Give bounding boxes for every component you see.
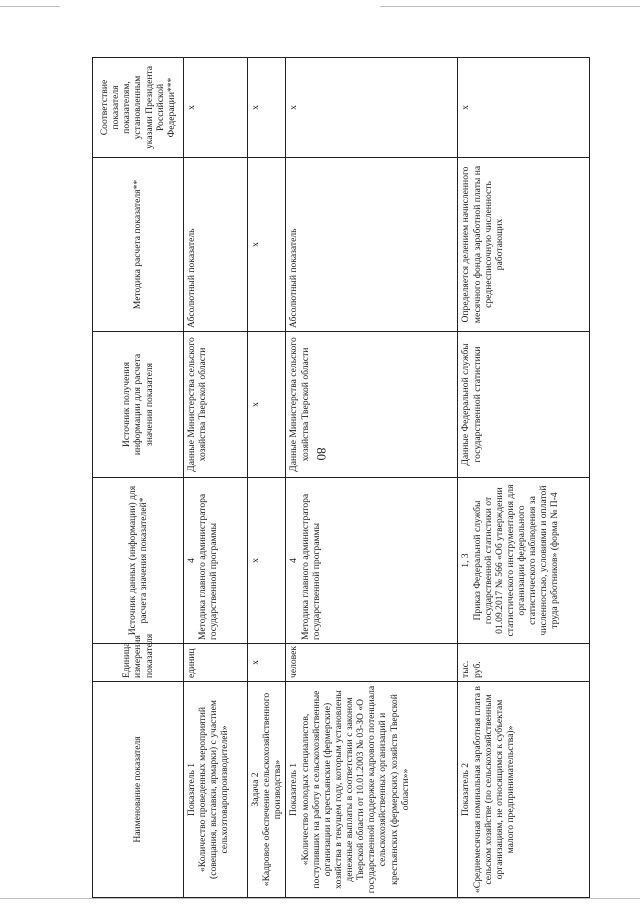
- scan-line-bottom: [0, 898, 640, 899]
- source-number: 1, 3: [460, 553, 472, 568]
- cell-name: [184, 682, 248, 898]
- source-number: 4: [288, 558, 300, 563]
- indicator-text: «Количество проведенных мероприятий (совещания, выставки, ярмарки) с участием сельхозтоваропроизводителей»: [197, 700, 231, 879]
- header-row: [93, 58, 184, 898]
- cell-name: [286, 682, 458, 898]
- task-text: «Кадровое обеспечение сельскохозяйственного производства»: [261, 692, 284, 887]
- col-header-source: Источник данных (информации) для расчета значения показателей*: [93, 478, 184, 644]
- col-header-name: Наименование показателя: [93, 682, 184, 898]
- scan-line-top-left: [0, 6, 60, 7]
- indicator-text: «Среднемесячная номинальная заработная плата в сельском хозяйстве (по сельскохозяйственным организациям, не относящимся к субъектам малого предпринимательства)»: [471, 686, 516, 893]
- cell-method: х: [248, 158, 286, 332]
- cell-unit: тыс. руб.: [458, 644, 590, 682]
- cell-conformity: х: [184, 58, 248, 158]
- rotated-table-container: [92, 58, 588, 898]
- cell-origin: Данные Министерства сельского хозяйства Тверской области: [286, 332, 458, 478]
- cell-name: [248, 682, 286, 898]
- col-header-conformity: Соответствие показателя показателям, установленным указами Президента Российской Федерации***: [93, 58, 184, 158]
- rotated-page: [92, 58, 588, 898]
- cell-name: [458, 682, 590, 898]
- table-row: [458, 58, 590, 898]
- cell-source: [184, 478, 248, 644]
- source-text: Приказ Федеральной службы государственной статистики от 01.09.2017 № 566 «Об утверждении статистического инструментария для организации федерального статистического наблюдения за численностью, условиями и оплатой труда работников» (форма № П-4: [471, 484, 561, 637]
- scan-line-top-right: [380, 6, 640, 7]
- indicators-table: [92, 57, 590, 898]
- table-row: [184, 58, 248, 898]
- cell-unit: единиц: [184, 644, 248, 682]
- cell-method: Абсолютный показатель: [286, 158, 458, 332]
- cell-conformity: х: [286, 58, 458, 158]
- cell-method: Абсолютный показатель: [184, 158, 248, 332]
- cell-origin: х: [248, 332, 286, 478]
- col-header-unit: Единица измерения показателя: [93, 644, 184, 682]
- cell-conformity: х: [458, 58, 590, 158]
- task-title: Задача 2: [250, 772, 261, 807]
- table-row: [248, 58, 286, 898]
- col-header-method: Методика расчета показателя**: [93, 158, 184, 332]
- cell-unit: человек: [286, 644, 458, 682]
- cell-origin: Данные Министерства сельского хозяйства Тверской области: [184, 332, 248, 478]
- cell-conformity: х: [248, 58, 286, 158]
- cell-unit: х: [248, 644, 286, 682]
- indicator-title: Показатель 2: [460, 762, 472, 817]
- source-text: Методика главного администратора государственной программы: [299, 493, 322, 640]
- cell-origin: Данные Федеральной службы государственной статистики: [458, 332, 590, 478]
- page-number: 80: [314, 447, 329, 461]
- cell-source: х: [248, 478, 286, 644]
- indicator-text: «Количество молодых специалистов, поступивших на работу в сельскохозяйственные организации и крестьянские (фермерские) хозяйства в текущем году, которым установлены денежные выплаты в соответствии с законом Тверской области от 10.01.2003 № 03-ЗО «О государственной поддержке кадрового потенциала сельскохозяйственных организаций и крестьянских (фермерских) хозяйств Тверской области»»: [299, 685, 411, 894]
- cell-source: [458, 478, 590, 644]
- cell-method: Определяется делением начисленного месячного фонда заработной платы на среднесписочную численность работающих: [458, 158, 590, 332]
- source-text: Методика главного администратора государственной программы: [197, 493, 220, 640]
- table-row: [286, 58, 458, 898]
- col-header-origin: Источник получения информации для расчета значения показателя: [93, 332, 184, 478]
- cell-source: [286, 478, 458, 644]
- indicator-title: Показатель 1: [186, 762, 197, 817]
- source-number: 4: [186, 558, 197, 563]
- indicator-title: Показатель 1: [288, 762, 300, 817]
